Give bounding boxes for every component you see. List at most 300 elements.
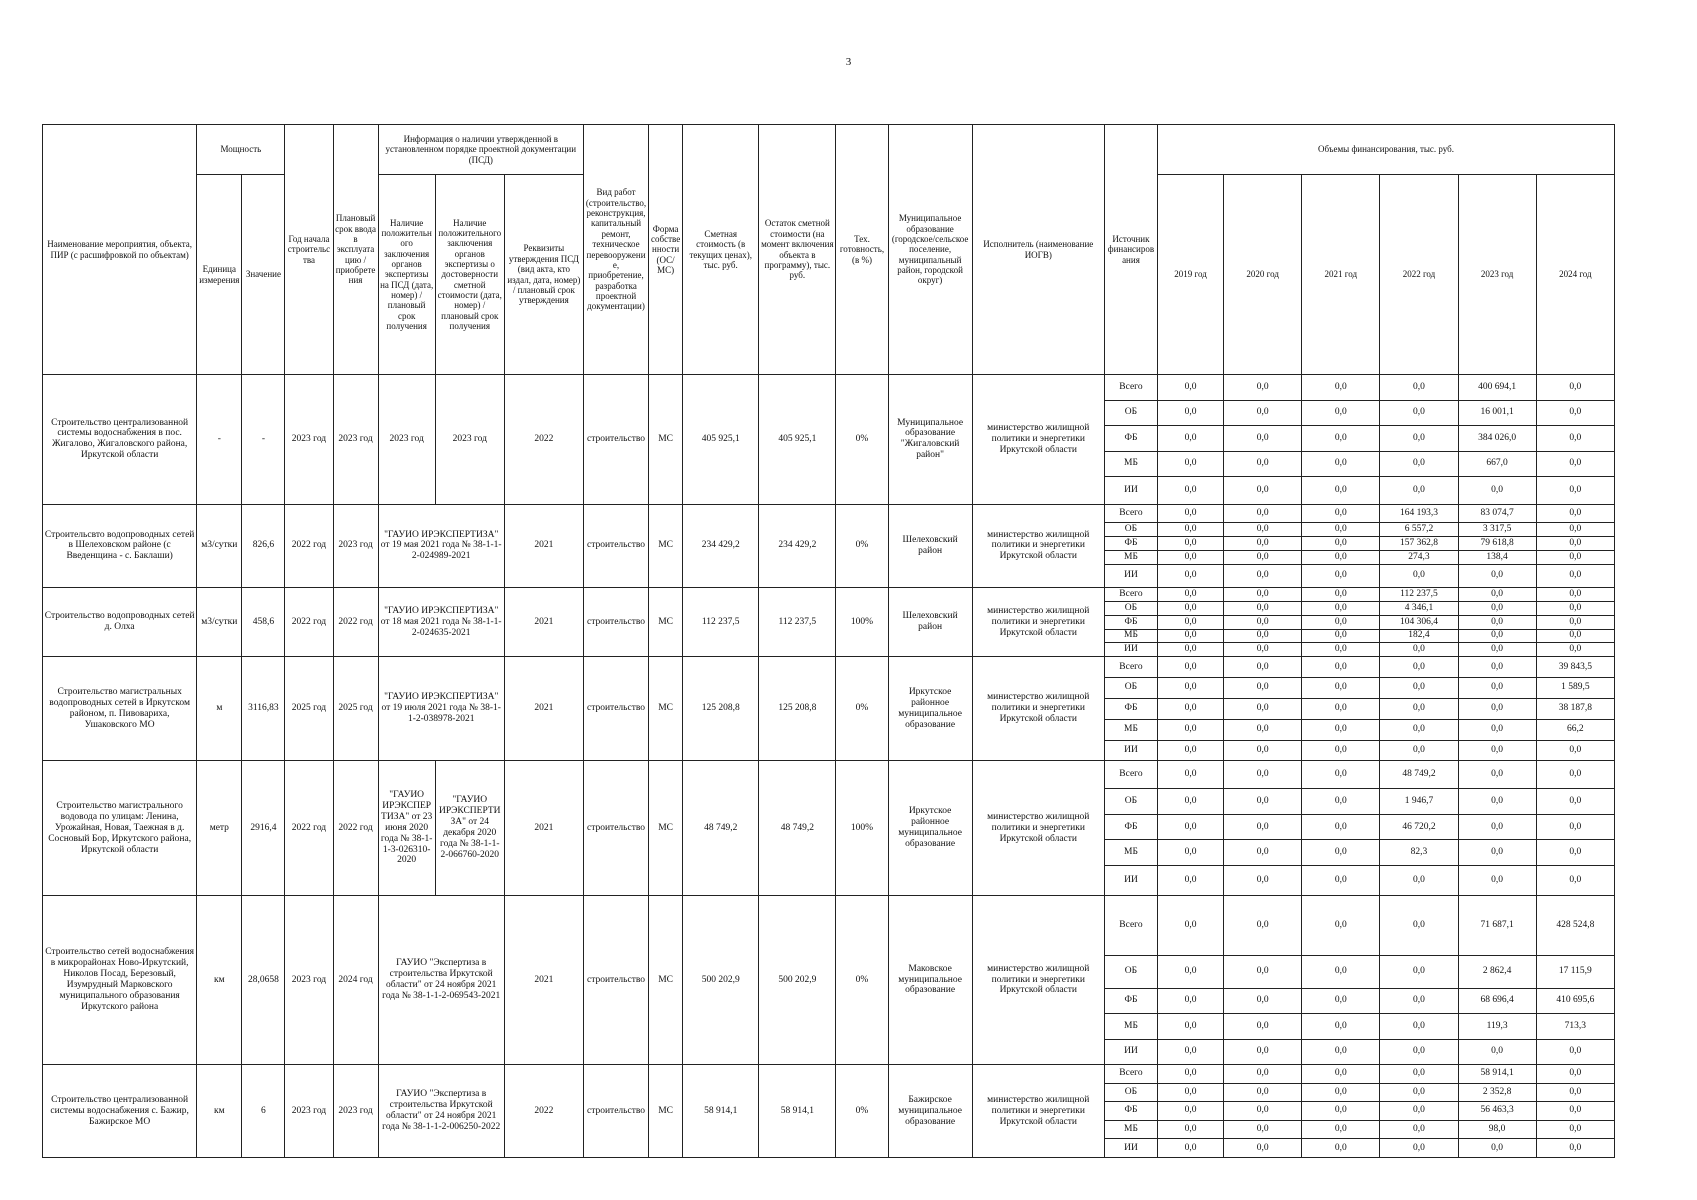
financing-value: 0,0 — [1302, 564, 1380, 587]
table-body — [43, 375, 1615, 1158]
financing-value: 0,0 — [1158, 895, 1224, 955]
readiness: 100% — [836, 587, 888, 656]
financing-value: 0,0 — [1380, 426, 1458, 452]
remaining-cost: 112 237,5 — [759, 587, 836, 656]
remaining-cost: 500 202,9 — [759, 895, 836, 1064]
financing-source: ИИ — [1104, 1139, 1157, 1158]
financing-value: 0,0 — [1302, 1065, 1380, 1084]
municipality: Бажирское муниципальное образование — [888, 1065, 972, 1158]
financing-value: 0,0 — [1302, 865, 1380, 895]
financing-source: ФБ — [1104, 988, 1157, 1014]
financing-source: ОБ — [1104, 400, 1157, 426]
financing-value: 0,0 — [1536, 451, 1614, 477]
psd-approval: 2021 — [504, 895, 583, 1064]
financing-value: 0,0 — [1158, 601, 1224, 615]
financing-value: 0,0 — [1380, 1083, 1458, 1102]
financing-value: 39 843,5 — [1536, 657, 1614, 678]
readiness: 100% — [836, 761, 888, 895]
financing-value: 0,0 — [1536, 477, 1614, 505]
financing-value: 0,0 — [1302, 643, 1380, 657]
financing-value: 0,0 — [1380, 375, 1458, 401]
financing-value: 0,0 — [1302, 840, 1380, 866]
financing-value: 1 589,5 — [1536, 677, 1614, 698]
financing-value: 0,0 — [1158, 504, 1224, 523]
financing-value: 0,0 — [1302, 657, 1380, 678]
financing-value: 0,0 — [1224, 677, 1302, 698]
municipality: Шелеховский район — [888, 504, 972, 587]
capacity-value: - — [242, 375, 285, 505]
financing-value: 0,0 — [1224, 537, 1302, 551]
financing-source: МБ — [1104, 840, 1157, 866]
financing-value: 0,0 — [1458, 865, 1536, 895]
financing-value: 83 074,7 — [1458, 504, 1536, 523]
estimate-cost: 112 237,5 — [683, 587, 759, 656]
financing-source: МБ — [1104, 550, 1157, 564]
financing-value: 0,0 — [1536, 564, 1614, 587]
psd-reliability: "ГАУИО ИРЭКСПЕРТИЗА" от 24 декабря 2020 года № 38-1-1-2-066760-2020 — [435, 761, 504, 895]
work-type: строительство — [583, 504, 648, 587]
municipality: Шелеховский район — [888, 587, 972, 656]
header-planned-term: Плановый срок ввода в эксплуатацию / приобретения — [333, 125, 378, 375]
header-year-2020: 2020 год — [1224, 175, 1302, 375]
financing-value: 138,4 — [1458, 550, 1536, 564]
financing-value: 274,3 — [1380, 550, 1458, 564]
financing-value: 0,0 — [1158, 761, 1224, 789]
remaining-cost: 405 925,1 — [759, 375, 836, 505]
financing-value: 56 463,3 — [1458, 1102, 1536, 1121]
financing-value: 0,0 — [1536, 523, 1614, 537]
financing-value: 0,0 — [1458, 601, 1536, 615]
financing-value: 0,0 — [1224, 400, 1302, 426]
work-type: строительство — [583, 375, 648, 505]
financing-value: 0,0 — [1380, 719, 1458, 740]
financing-value: 2 862,4 — [1458, 956, 1536, 988]
financing-value: 0,0 — [1302, 956, 1380, 988]
remaining-cost: 58 914,1 — [759, 1065, 836, 1158]
financing-value: 0,0 — [1380, 643, 1458, 657]
financing-value: 384 026,0 — [1458, 426, 1536, 452]
municipality: Муниципальное образование "Жигаловский район" — [888, 375, 972, 505]
financing-source: ИИ — [1104, 643, 1157, 657]
financing-value: 0,0 — [1224, 740, 1302, 761]
capacity-unit: км — [197, 895, 242, 1064]
financing-value: 0,0 — [1158, 956, 1224, 988]
financing-value: 0,0 — [1224, 1083, 1302, 1102]
financing-value: 0,0 — [1380, 657, 1458, 678]
financing-value: 0,0 — [1380, 956, 1458, 988]
financing-table — [42, 124, 1615, 1158]
financing-value: 0,0 — [1458, 657, 1536, 678]
financing-value: 0,0 — [1536, 550, 1614, 564]
financing-source: МБ — [1104, 1120, 1157, 1139]
financing-source: ФБ — [1104, 426, 1157, 452]
financing-value: 0,0 — [1158, 814, 1224, 840]
financing-value: 0,0 — [1302, 698, 1380, 719]
financing-value: 0,0 — [1458, 789, 1536, 815]
financing-value: 0,0 — [1158, 451, 1224, 477]
financing-value: 0,0 — [1224, 523, 1302, 537]
financing-source: МБ — [1104, 629, 1157, 643]
financing-source: ОБ — [1104, 1083, 1157, 1102]
financing-value: 0,0 — [1536, 587, 1614, 601]
financing-value: 0,0 — [1224, 1014, 1302, 1040]
financing-value: 0,0 — [1536, 814, 1614, 840]
financing-value: 0,0 — [1224, 504, 1302, 523]
readiness: 0% — [836, 504, 888, 587]
psd-expertise: 2023 год — [378, 375, 435, 505]
financing-value: 0,0 — [1158, 1102, 1224, 1121]
planned-term: 2023 год — [333, 1065, 378, 1158]
financing-value: 0,0 — [1302, 615, 1380, 629]
capacity-value: 826,6 — [242, 504, 285, 587]
financing-value: 0,0 — [1458, 840, 1536, 866]
header-financing: Объемы финансирования, тыс. руб. — [1158, 125, 1615, 175]
financing-value: 4 346,1 — [1380, 601, 1458, 615]
executor: министерство жилищной политики и энергетики Иркутской области — [972, 761, 1104, 895]
remaining-cost: 125 208,8 — [759, 657, 836, 761]
object-name: Строительство сетей водоснабжения в микрорайонах Ново-Иркутский, Николов Посад, Березовый, Изумрудный Марковского муниципального образования Иркутского района — [43, 895, 197, 1064]
financing-value: 58 914,1 — [1458, 1065, 1536, 1084]
ownership-form: МС — [649, 504, 683, 587]
financing-source: ФБ — [1104, 1102, 1157, 1121]
header-psd-approval: Реквизиты утверждения ПСД (вид акта, кто издал, дата, номер) / плановый срок утверждения — [504, 175, 583, 375]
start-year: 2023 год — [285, 1065, 333, 1158]
remaining-cost: 234 429,2 — [759, 504, 836, 587]
financing-value: 0,0 — [1302, 477, 1380, 505]
financing-value: 0,0 — [1224, 643, 1302, 657]
financing-source: Всего — [1104, 895, 1157, 955]
financing-source: МБ — [1104, 1014, 1157, 1040]
header-ownership: Форма собственности (ОС/МС) — [649, 125, 683, 375]
financing-value: 0,0 — [1158, 643, 1224, 657]
financing-value: 0,0 — [1302, 988, 1380, 1014]
ownership-form: МС — [649, 375, 683, 505]
financing-value: 0,0 — [1458, 564, 1536, 587]
financing-value: 0,0 — [1380, 677, 1458, 698]
planned-term: 2023 год — [333, 504, 378, 587]
financing-value: 0,0 — [1380, 1120, 1458, 1139]
financing-value: 0,0 — [1158, 865, 1224, 895]
financing-source: Всего — [1104, 587, 1157, 601]
financing-value: 16 001,1 — [1458, 400, 1536, 426]
psd-approval: 2022 — [504, 375, 583, 505]
capacity-unit: м3/сутки — [197, 587, 242, 656]
table-row — [43, 587, 1615, 601]
financing-value: 0,0 — [1302, 550, 1380, 564]
capacity-value: 2916,4 — [242, 761, 285, 895]
page-number: 3 — [845, 56, 852, 68]
estimate-cost: 500 202,9 — [683, 895, 759, 1064]
financing-value: 0,0 — [1302, 1014, 1380, 1040]
financing-value: 0,0 — [1224, 451, 1302, 477]
financing-value: 38 187,8 — [1536, 698, 1614, 719]
financing-value: 0,0 — [1224, 956, 1302, 988]
financing-value: 0,0 — [1158, 1083, 1224, 1102]
executor: министерство жилищной политики и энергетики Иркутской области — [972, 895, 1104, 1064]
financing-value: 0,0 — [1380, 895, 1458, 955]
financing-value: 0,0 — [1380, 1102, 1458, 1121]
object-name: Строительство централизованной системы водоснабжения в пос. Жигалово, Жигаловского района, Иркутской области — [43, 375, 197, 505]
financing-source: Всего — [1104, 657, 1157, 678]
financing-value: 0,0 — [1158, 1014, 1224, 1040]
financing-value: 0,0 — [1224, 564, 1302, 587]
capacity-value: 3116,83 — [242, 657, 285, 761]
ownership-form: МС — [649, 657, 683, 761]
financing-value: 0,0 — [1302, 1102, 1380, 1121]
psd-reliability: 2023 год — [435, 375, 504, 505]
planned-term: 2022 год — [333, 587, 378, 656]
financing-value: 0,0 — [1302, 677, 1380, 698]
financing-source: ОБ — [1104, 956, 1157, 988]
financing-value: 0,0 — [1302, 504, 1380, 523]
financing-value: 104 306,4 — [1380, 615, 1458, 629]
financing-value: 0,0 — [1302, 740, 1380, 761]
financing-value: 0,0 — [1380, 1039, 1458, 1065]
start-year: 2023 год — [285, 375, 333, 505]
financing-source: ОБ — [1104, 601, 1157, 615]
header-readiness: Тех. готовность, (в %) — [836, 125, 888, 375]
financing-value: 0,0 — [1536, 375, 1614, 401]
financing-value: 0,0 — [1302, 1120, 1380, 1139]
financing-value: 0,0 — [1536, 865, 1614, 895]
financing-value: 0,0 — [1158, 698, 1224, 719]
financing-value: 0,0 — [1458, 677, 1536, 698]
psd-expertise: "ГАУИО ИРЭКСПЕРТИЗА" от 23 июня 2020 года № 38-1-1-3-026310-2020 — [378, 761, 435, 895]
financing-value: 157 362,8 — [1380, 537, 1458, 551]
work-type: строительство — [583, 1065, 648, 1158]
planned-term: 2024 год — [333, 895, 378, 1064]
planned-term: 2022 год — [333, 761, 378, 895]
financing-value: 0,0 — [1458, 1039, 1536, 1065]
financing-value: 400 694,1 — [1458, 375, 1536, 401]
financing-value: 98,0 — [1458, 1120, 1536, 1139]
work-type: строительство — [583, 761, 648, 895]
financing-value: 0,0 — [1302, 1083, 1380, 1102]
financing-value: 0,0 — [1302, 1139, 1380, 1158]
financing-source: ФБ — [1104, 537, 1157, 551]
financing-value: 0,0 — [1302, 537, 1380, 551]
psd-expertise: "ГАУИО ИРЭКСПЕРТИЗА" от 18 мая 2021 года № 38-1-1-2-024635-2021 — [378, 587, 504, 656]
financing-value: 2 352,8 — [1458, 1083, 1536, 1102]
ownership-form: МС — [649, 761, 683, 895]
financing-value: 0,0 — [1536, 740, 1614, 761]
object-name: Строительство централизованной системы водоснабжения с. Бажир, Бажирское МО — [43, 1065, 197, 1158]
table-row — [43, 1065, 1615, 1084]
financing-value: 6 557,2 — [1380, 523, 1458, 537]
header-year-2023: 2023 год — [1458, 175, 1536, 375]
executor: министерство жилищной политики и энергетики Иркутской области — [972, 657, 1104, 761]
financing-value: 0,0 — [1380, 451, 1458, 477]
financing-value: 0,0 — [1536, 1120, 1614, 1139]
financing-value: 0,0 — [1224, 789, 1302, 815]
readiness: 0% — [836, 375, 888, 505]
financing-value: 164 193,3 — [1380, 504, 1458, 523]
financing-value: 0,0 — [1158, 400, 1224, 426]
financing-value: 0,0 — [1458, 814, 1536, 840]
financing-value: 66,2 — [1536, 719, 1614, 740]
ownership-form: МС — [649, 587, 683, 656]
financing-value: 0,0 — [1302, 895, 1380, 955]
header-capacity: Мощность — [197, 125, 285, 175]
capacity-value: 28,0658 — [242, 895, 285, 1064]
header-remaining-cost: Остаток сметной стоимости (на момент включения объекта в программу), тыс. руб. — [759, 125, 836, 375]
financing-value: 112 237,5 — [1380, 587, 1458, 601]
financing-value: 0,0 — [1158, 789, 1224, 815]
financing-value: 0,0 — [1224, 988, 1302, 1014]
financing-value: 0,0 — [1224, 840, 1302, 866]
financing-value: 0,0 — [1536, 840, 1614, 866]
header-source: Источник финансирования — [1104, 125, 1157, 375]
financing-value: 0,0 — [1302, 1039, 1380, 1065]
header-municipality: Муниципальное образование (городское/сельское поселение, муниципальный район, городской округ) — [888, 125, 972, 375]
financing-value: 0,0 — [1536, 504, 1614, 523]
capacity-unit: метр — [197, 761, 242, 895]
financing-value: 71 687,1 — [1458, 895, 1536, 955]
header-year-2021: 2021 год — [1302, 175, 1380, 375]
financing-source: ОБ — [1104, 789, 1157, 815]
planned-term: 2025 год — [333, 657, 378, 761]
financing-value: 410 695,6 — [1536, 988, 1614, 1014]
header-psd-expertise: Наличие положительного заключения органов экспертизы на ПСД (дата, номер) / плановый срок получения — [378, 175, 435, 375]
financing-value: 0,0 — [1380, 477, 1458, 505]
table-row — [43, 657, 1615, 678]
financing-value: 0,0 — [1158, 615, 1224, 629]
capacity-value: 6 — [242, 1065, 285, 1158]
work-type: строительство — [583, 587, 648, 656]
financing-value: 0,0 — [1224, 761, 1302, 789]
planned-term: 2023 год — [333, 375, 378, 505]
financing-value: 119,3 — [1458, 1014, 1536, 1040]
table-row — [43, 504, 1615, 523]
financing-source: ИИ — [1104, 740, 1157, 761]
financing-value: 0,0 — [1458, 615, 1536, 629]
financing-value: 0,0 — [1224, 895, 1302, 955]
ownership-form: МС — [649, 895, 683, 1064]
financing-value: 0,0 — [1224, 587, 1302, 601]
financing-value: 0,0 — [1224, 1065, 1302, 1084]
financing-value: 0,0 — [1158, 1039, 1224, 1065]
readiness: 0% — [836, 657, 888, 761]
psd-expertise: ГАУИО "Экспертиза в строительства Иркутской области" от 24 ноября 2021 года № 38-1-1-2-006250-2022 — [378, 1065, 504, 1158]
financing-value: 0,0 — [1158, 1065, 1224, 1084]
financing-value: 0,0 — [1302, 629, 1380, 643]
financing-value: 0,0 — [1302, 789, 1380, 815]
financing-value: 0,0 — [1158, 375, 1224, 401]
financing-value: 0,0 — [1536, 629, 1614, 643]
financing-value: 0,0 — [1302, 375, 1380, 401]
header-work-type: Вид работ (строительство, реконструкция, капитальный ремонт, техническое перевооружение, приобретение, разработка проектной документации) — [583, 125, 648, 375]
psd-approval: 2021 — [504, 657, 583, 761]
object-name: Строительство магистральных водопроводных сетей в Иркутском районом, п. Пивовариха, Ушаковского МО — [43, 657, 197, 761]
financing-value: 0,0 — [1224, 426, 1302, 452]
financing-value: 0,0 — [1302, 814, 1380, 840]
financing-value: 0,0 — [1224, 865, 1302, 895]
header-start-year: Год начала строительства — [285, 125, 333, 375]
executor: министерство жилищной политики и энергетики Иркутской области — [972, 504, 1104, 587]
header-year-2022: 2022 год — [1380, 175, 1458, 375]
executor: министерство жилищной политики и энергетики Иркутской области — [972, 587, 1104, 656]
financing-value: 0,0 — [1158, 477, 1224, 505]
financing-value: 0,0 — [1224, 698, 1302, 719]
financing-value: 0,0 — [1158, 564, 1224, 587]
financing-source: МБ — [1104, 719, 1157, 740]
financing-value: 0,0 — [1458, 643, 1536, 657]
capacity-unit: км — [197, 1065, 242, 1158]
estimate-cost: 234 429,2 — [683, 504, 759, 587]
financing-value: 0,0 — [1458, 477, 1536, 505]
financing-source: ФБ — [1104, 615, 1157, 629]
financing-value: 0,0 — [1458, 587, 1536, 601]
financing-value: 0,0 — [1536, 761, 1614, 789]
capacity-unit: - — [197, 375, 242, 505]
financing-value: 0,0 — [1224, 477, 1302, 505]
financing-value: 0,0 — [1536, 601, 1614, 615]
work-type: строительство — [583, 895, 648, 1064]
financing-value: 0,0 — [1458, 698, 1536, 719]
estimate-cost: 58 914,1 — [683, 1065, 759, 1158]
financing-value: 0,0 — [1302, 601, 1380, 615]
capacity-unit: м3/сутки — [197, 504, 242, 587]
estimate-cost: 125 208,8 — [683, 657, 759, 761]
financing-value: 0,0 — [1380, 865, 1458, 895]
financing-value: 713,3 — [1536, 1014, 1614, 1040]
financing-value: 0,0 — [1302, 587, 1380, 601]
financing-value: 0,0 — [1158, 587, 1224, 601]
financing-value: 0,0 — [1536, 643, 1614, 657]
financing-value: 0,0 — [1224, 1139, 1302, 1158]
header-estimate-cost: Сметная стоимость (в текущих ценах), тыс. руб. — [683, 125, 759, 375]
financing-value: 0,0 — [1158, 523, 1224, 537]
financing-value: 0,0 — [1224, 1039, 1302, 1065]
financing-source: Всего — [1104, 504, 1157, 523]
financing-source: ИИ — [1104, 865, 1157, 895]
financing-value: 0,0 — [1302, 426, 1380, 452]
work-type: строительство — [583, 657, 648, 761]
municipality: Иркутское районное муниципальное образование — [888, 761, 972, 895]
financing-value: 0,0 — [1224, 657, 1302, 678]
psd-expertise: ГАУИО "Экспертиза в строительства Иркутской области" от 24 ноября 2021 года № 38-1-1-2-069543-2021 — [378, 895, 504, 1064]
financing-value: 82,3 — [1380, 840, 1458, 866]
financing-value: 0,0 — [1458, 629, 1536, 643]
psd-approval: 2021 — [504, 587, 583, 656]
financing-value: 3 317,5 — [1458, 523, 1536, 537]
financing-value: 0,0 — [1302, 400, 1380, 426]
ownership-form: МС — [649, 1065, 683, 1158]
financing-value: 0,0 — [1158, 550, 1224, 564]
financing-value: 0,0 — [1536, 1083, 1614, 1102]
financing-value: 428 524,8 — [1536, 895, 1614, 955]
financing-value: 0,0 — [1158, 1139, 1224, 1158]
financing-value: 0,0 — [1158, 657, 1224, 678]
financing-value: 0,0 — [1158, 719, 1224, 740]
psd-approval: 2022 — [504, 1065, 583, 1158]
header-psd-reliability: Наличие положительного заключения органов экспертизы о достоверности сметной стоимости (дата, номер) / плановый срок получения — [435, 175, 504, 375]
financing-value: 0,0 — [1458, 719, 1536, 740]
executor: министерство жилищной политики и энергетики Иркутской области — [972, 375, 1104, 505]
financing-value: 0,0 — [1302, 451, 1380, 477]
header-executor: Исполнитель (наименование ИОГВ) — [972, 125, 1104, 375]
financing-value: 0,0 — [1224, 1102, 1302, 1121]
object-name: Строительсвто водопроводных сетей в Шелеховском районе (с Введенщина - с. Баклаши) — [43, 504, 197, 587]
financing-value: 0,0 — [1224, 719, 1302, 740]
municipality: Маковское муниципальное образование — [888, 895, 972, 1064]
financing-value: 0,0 — [1302, 523, 1380, 537]
start-year: 2022 год — [285, 504, 333, 587]
financing-source: ИИ — [1104, 477, 1157, 505]
financing-value: 0,0 — [1158, 988, 1224, 1014]
psd-approval: 2021 — [504, 761, 583, 895]
table-row — [43, 761, 1615, 789]
